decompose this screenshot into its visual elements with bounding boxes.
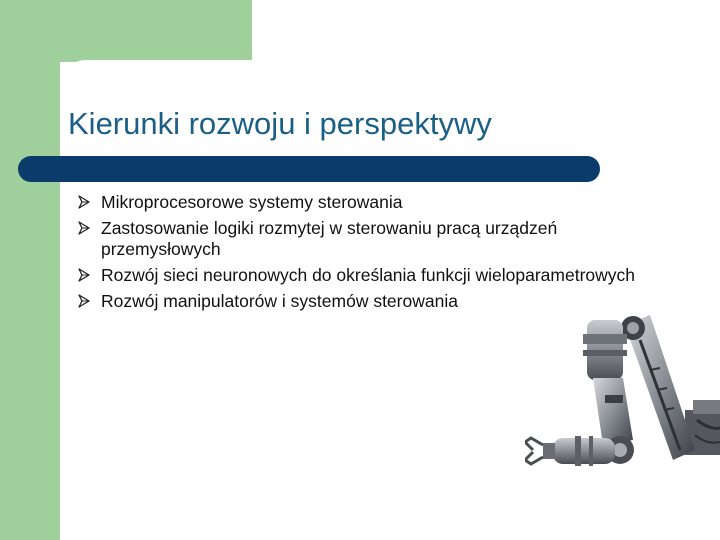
list-item-text: Mikroprocesorowe systemy sterowania bbox=[101, 192, 403, 212]
list-item-text: Zastosowanie logiki rozmytej w sterowaniu pracą urządzeń przemysłowych bbox=[101, 218, 558, 259]
list-item-text: Rozwój sieci neuronowych do określania funkcji wieloparametrowych bbox=[101, 265, 635, 285]
arrow-bullet-icon bbox=[78, 221, 90, 235]
list-item bbox=[78, 192, 638, 213]
arrow-bullet-icon bbox=[78, 294, 90, 308]
robotic-manipulator-arm-image bbox=[525, 300, 720, 490]
list-item bbox=[78, 265, 638, 286]
decorative-frame-left bbox=[0, 0, 60, 540]
slide-title: Kierunki rozwoju i perspektywy bbox=[68, 106, 492, 141]
arrow-bullet-icon bbox=[78, 268, 90, 282]
list-item-text: Rozwój manipulatorów i systemów sterowania bbox=[101, 291, 458, 311]
arrow-bullet-icon bbox=[78, 195, 90, 209]
list-item bbox=[78, 218, 638, 260]
title-underline-bar bbox=[18, 156, 600, 182]
bullet-list bbox=[78, 192, 638, 317]
